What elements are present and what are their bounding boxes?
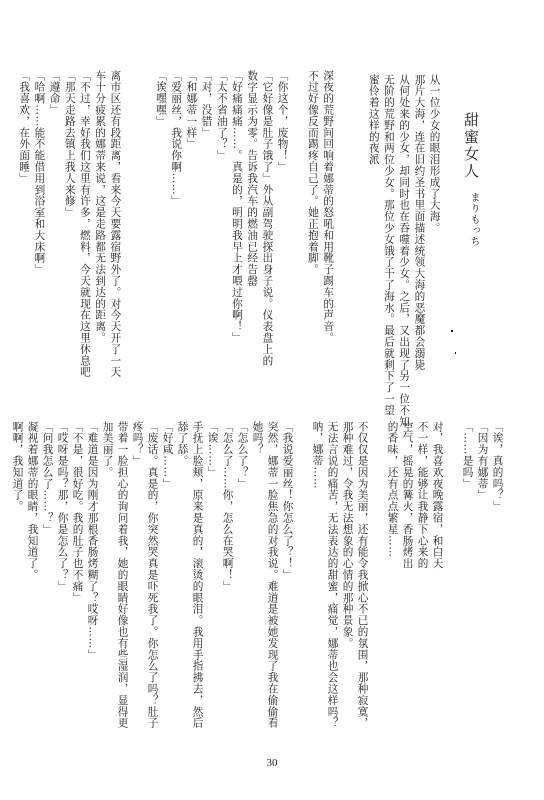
text-column: 不一样，能够让我静下心来的 [416, 421, 429, 570]
text-column: 那种难过，令我无法想象的心情的那种景象。 [341, 421, 354, 649]
text-column: 啊啊，我知道了。 [11, 421, 24, 513]
text-column: 无法言说的痛苦，无法表达的甜蜜，痛觉，娜蒂也会这样吗？ [326, 421, 339, 729]
text-column: 「遵命」 [48, 70, 61, 116]
text-column: 对，我喜欢夜晚露宿，和白天 [431, 421, 444, 570]
text-column: 无阶的荒野和两位少女。那位少女饿了干了海水。最后就剩下了一望 [382, 74, 395, 416]
text-column: 「对，没错」 [200, 70, 213, 139]
text-column: 「难道是因为刚才那根香肠烤糊了？哎呀……」 [86, 421, 99, 661]
scan-speck [451, 330, 453, 332]
text-column: 「不过，幸好我们这里有许多，燃料，今天就现在这里休息吧 [78, 70, 91, 378]
text-column: 「爱丽丝，我说你啊……」 [170, 70, 183, 207]
text-column: 那片大海，连在旧约圣书里面描述统领大海的恶魔都会溺毙 [413, 74, 426, 371]
text-column: 「它好像是肚子饿了」外从副驾驶探出身子说。仪表盘上的 [261, 70, 274, 367]
text-column: 「问我怎么了……？」 [41, 421, 54, 535]
text-column: 手抚上脸颊，原来是真的，滚烫的眼泪。我用手指拂去，然后 [191, 421, 204, 729]
text-column: 「怎么了？」 [236, 421, 249, 490]
text-column: 的香味，还有点点繁星…… [386, 421, 399, 558]
text-column: 数字显示为零。告诉我汽车的燃油已经告罄 [246, 70, 259, 287]
text-column: 蜜伶着这样的夜派 [367, 74, 380, 166]
text-column: 疼吗？」 [131, 421, 144, 467]
page-number: 30 [266, 757, 278, 769]
scan-speck [455, 352, 456, 354]
text-column: 空气，摇晃的篝火，香肠烤出 [401, 421, 414, 570]
text-column: 「因为有娜蒂」 [476, 421, 489, 501]
text-column: 「你这个，废物！」 [276, 70, 289, 173]
text-column: 「……是吗」 [461, 421, 474, 490]
text-column: 「哎呀是吗？那，你是怎么了？」 [56, 421, 69, 592]
story-title: 甜蜜女人 [462, 112, 480, 180]
text-column: 「好咸……」 [161, 421, 174, 490]
text-column: 凝视着娜蒂的眼睛，我知道了。 [26, 421, 39, 581]
text-column: 「诶嘿嘿」 [154, 70, 167, 127]
text-column: 带着一脸担心的询问着我，她的眼睛好像也有些湿润，显得更 [116, 421, 129, 729]
text-column: 从一位少女的眼泪形成了大海。 [428, 74, 441, 234]
text-column: 她吗？ [251, 421, 264, 456]
text-column: 「和娜蒂一样」 [185, 70, 198, 150]
text-column: 「诶，真的吗？」 [491, 421, 504, 513]
text-column: 「不是，很好吃。我的肚子也不痛」 [71, 421, 84, 604]
text-column: 「那天走路去镇上我人来修」 [63, 70, 76, 219]
text-column: 不过好像反而踢疼自己了。她正抱着脚。 [306, 70, 319, 276]
author-name: まりもっち [468, 192, 479, 247]
text-column: 「哈啊……能不能借用到浴室和大床啊」 [33, 70, 46, 276]
text-column: 深夜的荒野间回响着娜蒂的怒吼和用靴子踢车的声音。 [322, 70, 335, 344]
text-column: 突然，娜蒂一脸焦急的对我说。难道是被她发现了我在偷偷看 [266, 421, 279, 729]
text-column: 「我喜欢，在外面睡」 [18, 70, 31, 184]
text-column: 「诶……」 [206, 421, 219, 478]
text-column: 不仅仅是因为美丽，还有能令我掀心不已的氛围，那种寂寞， [356, 421, 369, 729]
text-column: 呐，娜蒂…… [311, 421, 324, 490]
text-column: 加美丽了。 [101, 421, 114, 478]
text-column: 车十分疲累的娜蒂来说，这是走路都无法到达的距离。 [94, 70, 107, 344]
text-column: 「废话。真是的，你突然哭真是吓死我了。你怎么了吗？肚子 [146, 421, 159, 729]
text-column: 从何处来的少女，却同时也在吞噬着少女。之后，又出现了另一位不知 [398, 74, 411, 428]
text-column: 「太不省油了？」 [215, 70, 228, 162]
text-column: 「我说爱丽丝！你怎么了？！」 [281, 421, 294, 581]
text-column: 舔了舔。 [176, 421, 189, 467]
text-column: 「好痛痛痛……。真是的，明明我早上才喂过你啊！」 [230, 70, 243, 344]
text-column: 「怎么了……你，怎么在哭啊！」 [221, 421, 234, 592]
text-column: 离市区还有段距离，看来今天要露宿野外了。对今天开了一天 [109, 70, 122, 378]
